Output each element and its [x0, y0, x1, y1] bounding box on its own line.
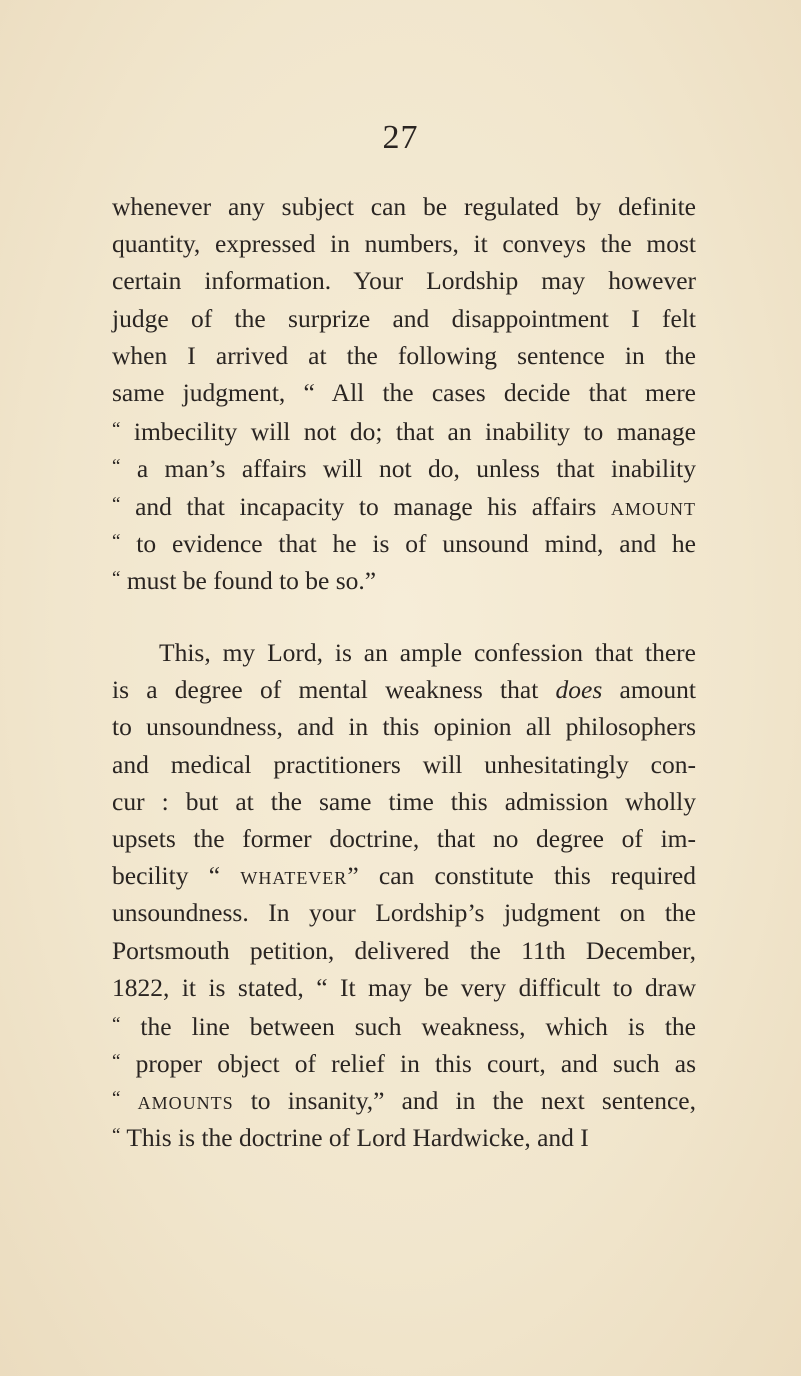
- text-line: “ This is the doctrine of Lord Hardwicke, and I: [112, 1123, 589, 1153]
- text-line: judge of the surprize and disappointment I felt: [112, 303, 696, 333]
- text-line: is a degree of mental weakness that does amount: [112, 675, 696, 705]
- text-line: cur : but at the same time this admission wholly: [112, 786, 696, 816]
- text-line: “ amounts to insanity,” and in the next sentence,: [112, 1086, 697, 1116]
- text-line: and medical practitioners will unhesitatingly con-: [112, 749, 696, 779]
- text-line: “ proper object of relief in this court, and such as: [112, 1049, 696, 1079]
- text-line: “ must be found to be so.”: [112, 565, 377, 595]
- text-line: 1822, it is stated, “ It may be very difficult to draw: [112, 972, 696, 1002]
- text-line: This, my Lord, is an ample confession that there: [159, 638, 696, 667]
- text-line: certain information. Your Lordship may however: [112, 266, 696, 296]
- text-line: upsets the former doctrine, that no degree of im-: [112, 823, 696, 853]
- page-number: 27: [382, 119, 419, 156]
- text-line: “ the line between such weakness, which is the: [112, 1011, 696, 1041]
- paragraph-1: [112, 188, 696, 597]
- text-line: “ imbecility will not do; that an inability to manage: [112, 417, 696, 447]
- text-line: Portsmouth petition, delivered the 11th December,: [112, 935, 696, 965]
- text-line: “ and that incapacity to manage his affairs amount: [112, 491, 696, 521]
- text-line: same judgment, “ All the cases decide that mere: [112, 377, 696, 407]
- text-line: when I arrived at the following sentence in the: [112, 340, 696, 370]
- text-line: “ a man’s affairs will not do, unless that inability: [112, 454, 696, 484]
- paragraph-2: [112, 634, 696, 1155]
- text-line: unsoundness. In your Lordship’s judgment on the: [112, 898, 696, 928]
- text-line: to unsoundness, and in this opinion all philosophers: [112, 712, 696, 742]
- text-line: whenever any subject can be regulated by definite: [112, 192, 696, 221]
- text-line: becility “ whatever” can constitute this required: [112, 861, 697, 891]
- text-line: “ to evidence that he is of unsound mind, and he: [112, 528, 696, 558]
- text-line: quantity, expressed in numbers, it conveys the most: [112, 229, 696, 259]
